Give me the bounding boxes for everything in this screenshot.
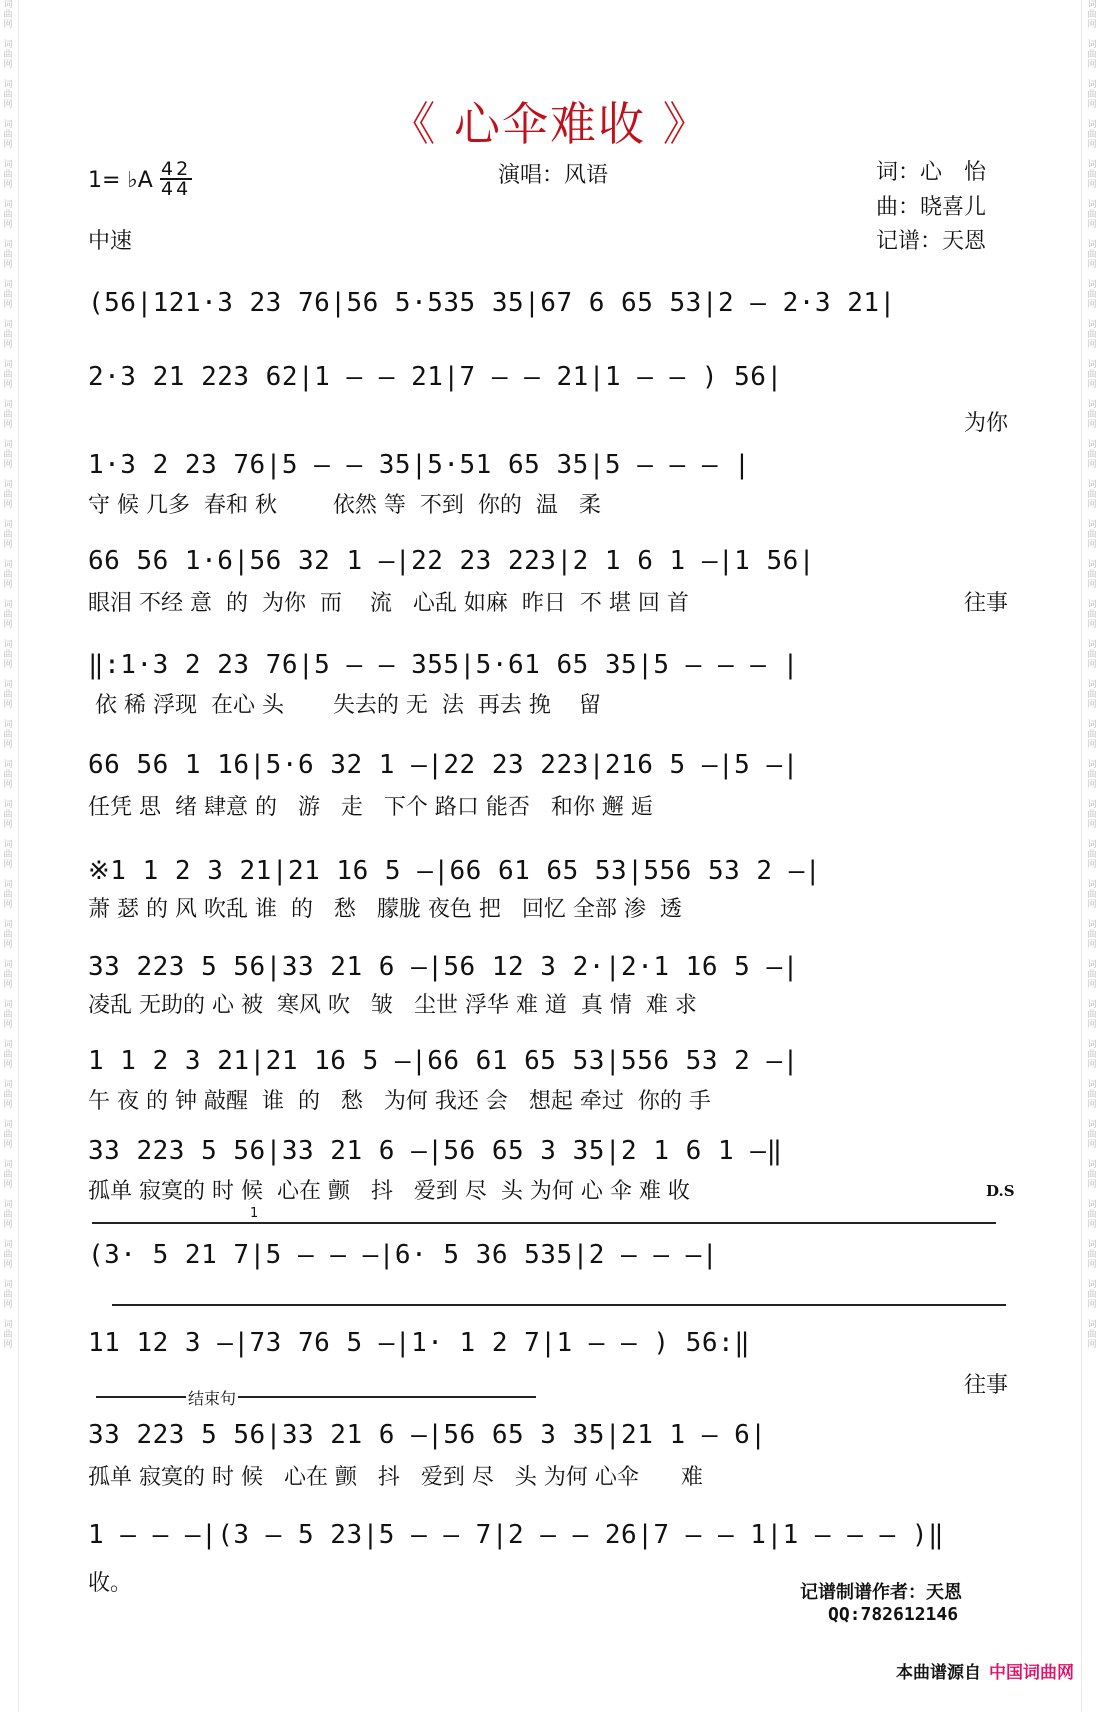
ending-label: 结束句 (186, 1386, 238, 1409)
source-label: 本曲谱源自 (896, 1663, 981, 1683)
lyric-pickup: 为你 (963, 411, 1008, 436)
lyric-line: 收。 (88, 1571, 133, 1596)
key-signature: 1= ♭A (88, 168, 153, 193)
tempo: 中速 (88, 229, 133, 254)
staff-line: 1 – – –|(3 – 5 23|5 – – 7|2 – – 26|7 – – 1|1 – – – )‖ (88, 1520, 945, 1550)
time-signature (160, 160, 192, 198)
source-site[interactable]: 中国词曲网 (989, 1663, 1074, 1683)
staff-line: 66 56 1·6|56 32 1 –|22 23 223|2 1 6 1 –|1 56| (88, 546, 815, 576)
staff-line: 33 223 5 56|33 21 6 –|56 65 3 35|21 1 – 6| (88, 1420, 767, 1450)
lyric-line: 孤单 寂寞的 时 候 心在 颤 抖 爱到 尽 头 为何 心伞 难 (88, 1465, 703, 1490)
transcriber: 记谱：天恩 (876, 229, 987, 254)
staff-line: 2·3 21 223 62|1 – – 21|7 – – 21|1 – – ) 56| (88, 362, 783, 392)
staff-line: 11 12 3 –|73 76 5 –|1· 1 2 7|1 – – ) 56:‖ (88, 1328, 751, 1358)
lyric-line: 孤单 寂寞的 时 候 心在 颤 抖 爱到 尽 头 为何 心 伞 难 收 (88, 1179, 690, 1204)
lyricist: 词：心 怡 (876, 160, 987, 185)
qq-credit: QQ:782612146 (828, 1604, 959, 1625)
volta-bracket-2 (112, 1304, 1006, 1306)
staff-line: 33 223 5 56|33 21 6 –|56 12 3 2·|2·1 16 5 –| (88, 952, 799, 982)
staff-line: (56|121·3 23 76|56 5·535 35|67 6 65 53|2 – 2·3 21| (88, 288, 896, 318)
volta-number: 1 (250, 1206, 259, 1221)
lyric-line: 依 稀 浮现 在心 头 失去的 无 法 再去 挽 留 (88, 693, 601, 718)
composer: 曲：晓喜儿 (876, 195, 987, 220)
staff-line: 33 223 5 56|33 21 6 –|56 65 3 35|2 1 6 1 –‖ (88, 1136, 783, 1166)
staff-line: 1·3 2 23 76|5 – – 35|5·51 65 35|5 – – – | (88, 450, 751, 480)
right-border (1081, 0, 1082, 1712)
lyric-line: 任凭 思 绪 肆意 的 游 走 下个 路口 能否 和你 邂 逅 (88, 795, 653, 820)
lyric-line: 午 夜 的 钟 敲醒 谁 的 愁 为何 我还 会 想起 牵过 你的 手 (88, 1089, 711, 1114)
song-title: 《 心伞难收 》 (389, 97, 711, 151)
staff-line: ※1 1 2 3 21|21 16 5 –|66 61 65 53|556 53 2 –| (88, 856, 822, 886)
ending-bracket (96, 1396, 536, 1398)
staff-line: 1 1 2 3 21|21 16 5 –|66 61 65 53|556 53 2 –| (88, 1046, 799, 1076)
lyric-line: 眼泪 不经 意 的 为你 而 流 心乱 如麻 昨日 不 堪 回 首 (88, 591, 689, 616)
author-credit: 记谱制谱作者：天恩 (800, 1582, 962, 1603)
lyric-pickup: 往事 (963, 1373, 1008, 1398)
lyric-line: 萧 瑟 的 风 吹乱 谁 的 愁 朦胧 夜色 把 回忆 全部 渗 透 (88, 897, 682, 922)
volta-bracket (92, 1222, 996, 1224)
left-watermark: 词 曲 网 词 曲 网 词 曲 网 词 曲 网 词 曲 网 词 曲 网 词 曲 网 词 曲 网 词 曲 网 词 曲 网 词 曲 网 词 曲 网 词 曲 网 词 曲 网 词 曲 网 词 曲 网 词 曲 网 词 曲 网 词 曲 网 词 曲 网 词 曲 网 词 曲 网 词 曲 网 词 曲 网 词 曲 网 词 曲 网 词 曲 网 词 曲 网 词 曲 网 词 曲 网 词 曲 网 词 曲 网 词 曲 网 词 曲 网 (3, 0, 13, 1350)
left-border (18, 0, 19, 1712)
lyric-line: 凌乱 无助的 心 被 寒风 吹 皱 尘世 浮华 难 道 真 情 难 求 (88, 993, 697, 1018)
lyric-pickup: 往事 (963, 591, 1008, 616)
time-signature-top: 42 (161, 158, 192, 180)
staff-line: ‖:1·3 2 23 76|5 – – 355|5·61 65 35|5 – – – | (88, 650, 799, 680)
time-signature-bottom: 44 (161, 178, 192, 200)
staff-line: (3· 5 21 7|5 – – –|6· 5 36 535|2 – – –| (88, 1240, 718, 1270)
ds-mark: D.S (986, 1182, 1015, 1200)
lyric-line: 守 候 几多 春和 秋 依然 等 不到 你的 温 柔 (88, 493, 601, 518)
source-line (896, 1658, 1074, 1683)
right-watermark: 词 曲 网 词 曲 网 词 曲 网 词 曲 网 词 曲 网 词 曲 网 词 曲 网 词 曲 网 词 曲 网 词 曲 网 词 曲 网 词 曲 网 词 曲 网 词 曲 网 词 曲 网 词 曲 网 词 曲 网 词 曲 网 词 曲 网 词 曲 网 词 曲 网 词 曲 网 词 曲 网 词 曲 网 词 曲 网 词 曲 网 词 曲 网 词 曲 网 词 曲 网 词 曲 网 词 曲 网 词 曲 网 词 曲 网 词 曲 网 (1087, 0, 1097, 1350)
singer: 演唱：风语 (498, 163, 609, 188)
staff-line: 66 56 1 16|5·6 32 1 –|22 23 223|216 5 –|5 –| (88, 750, 799, 780)
